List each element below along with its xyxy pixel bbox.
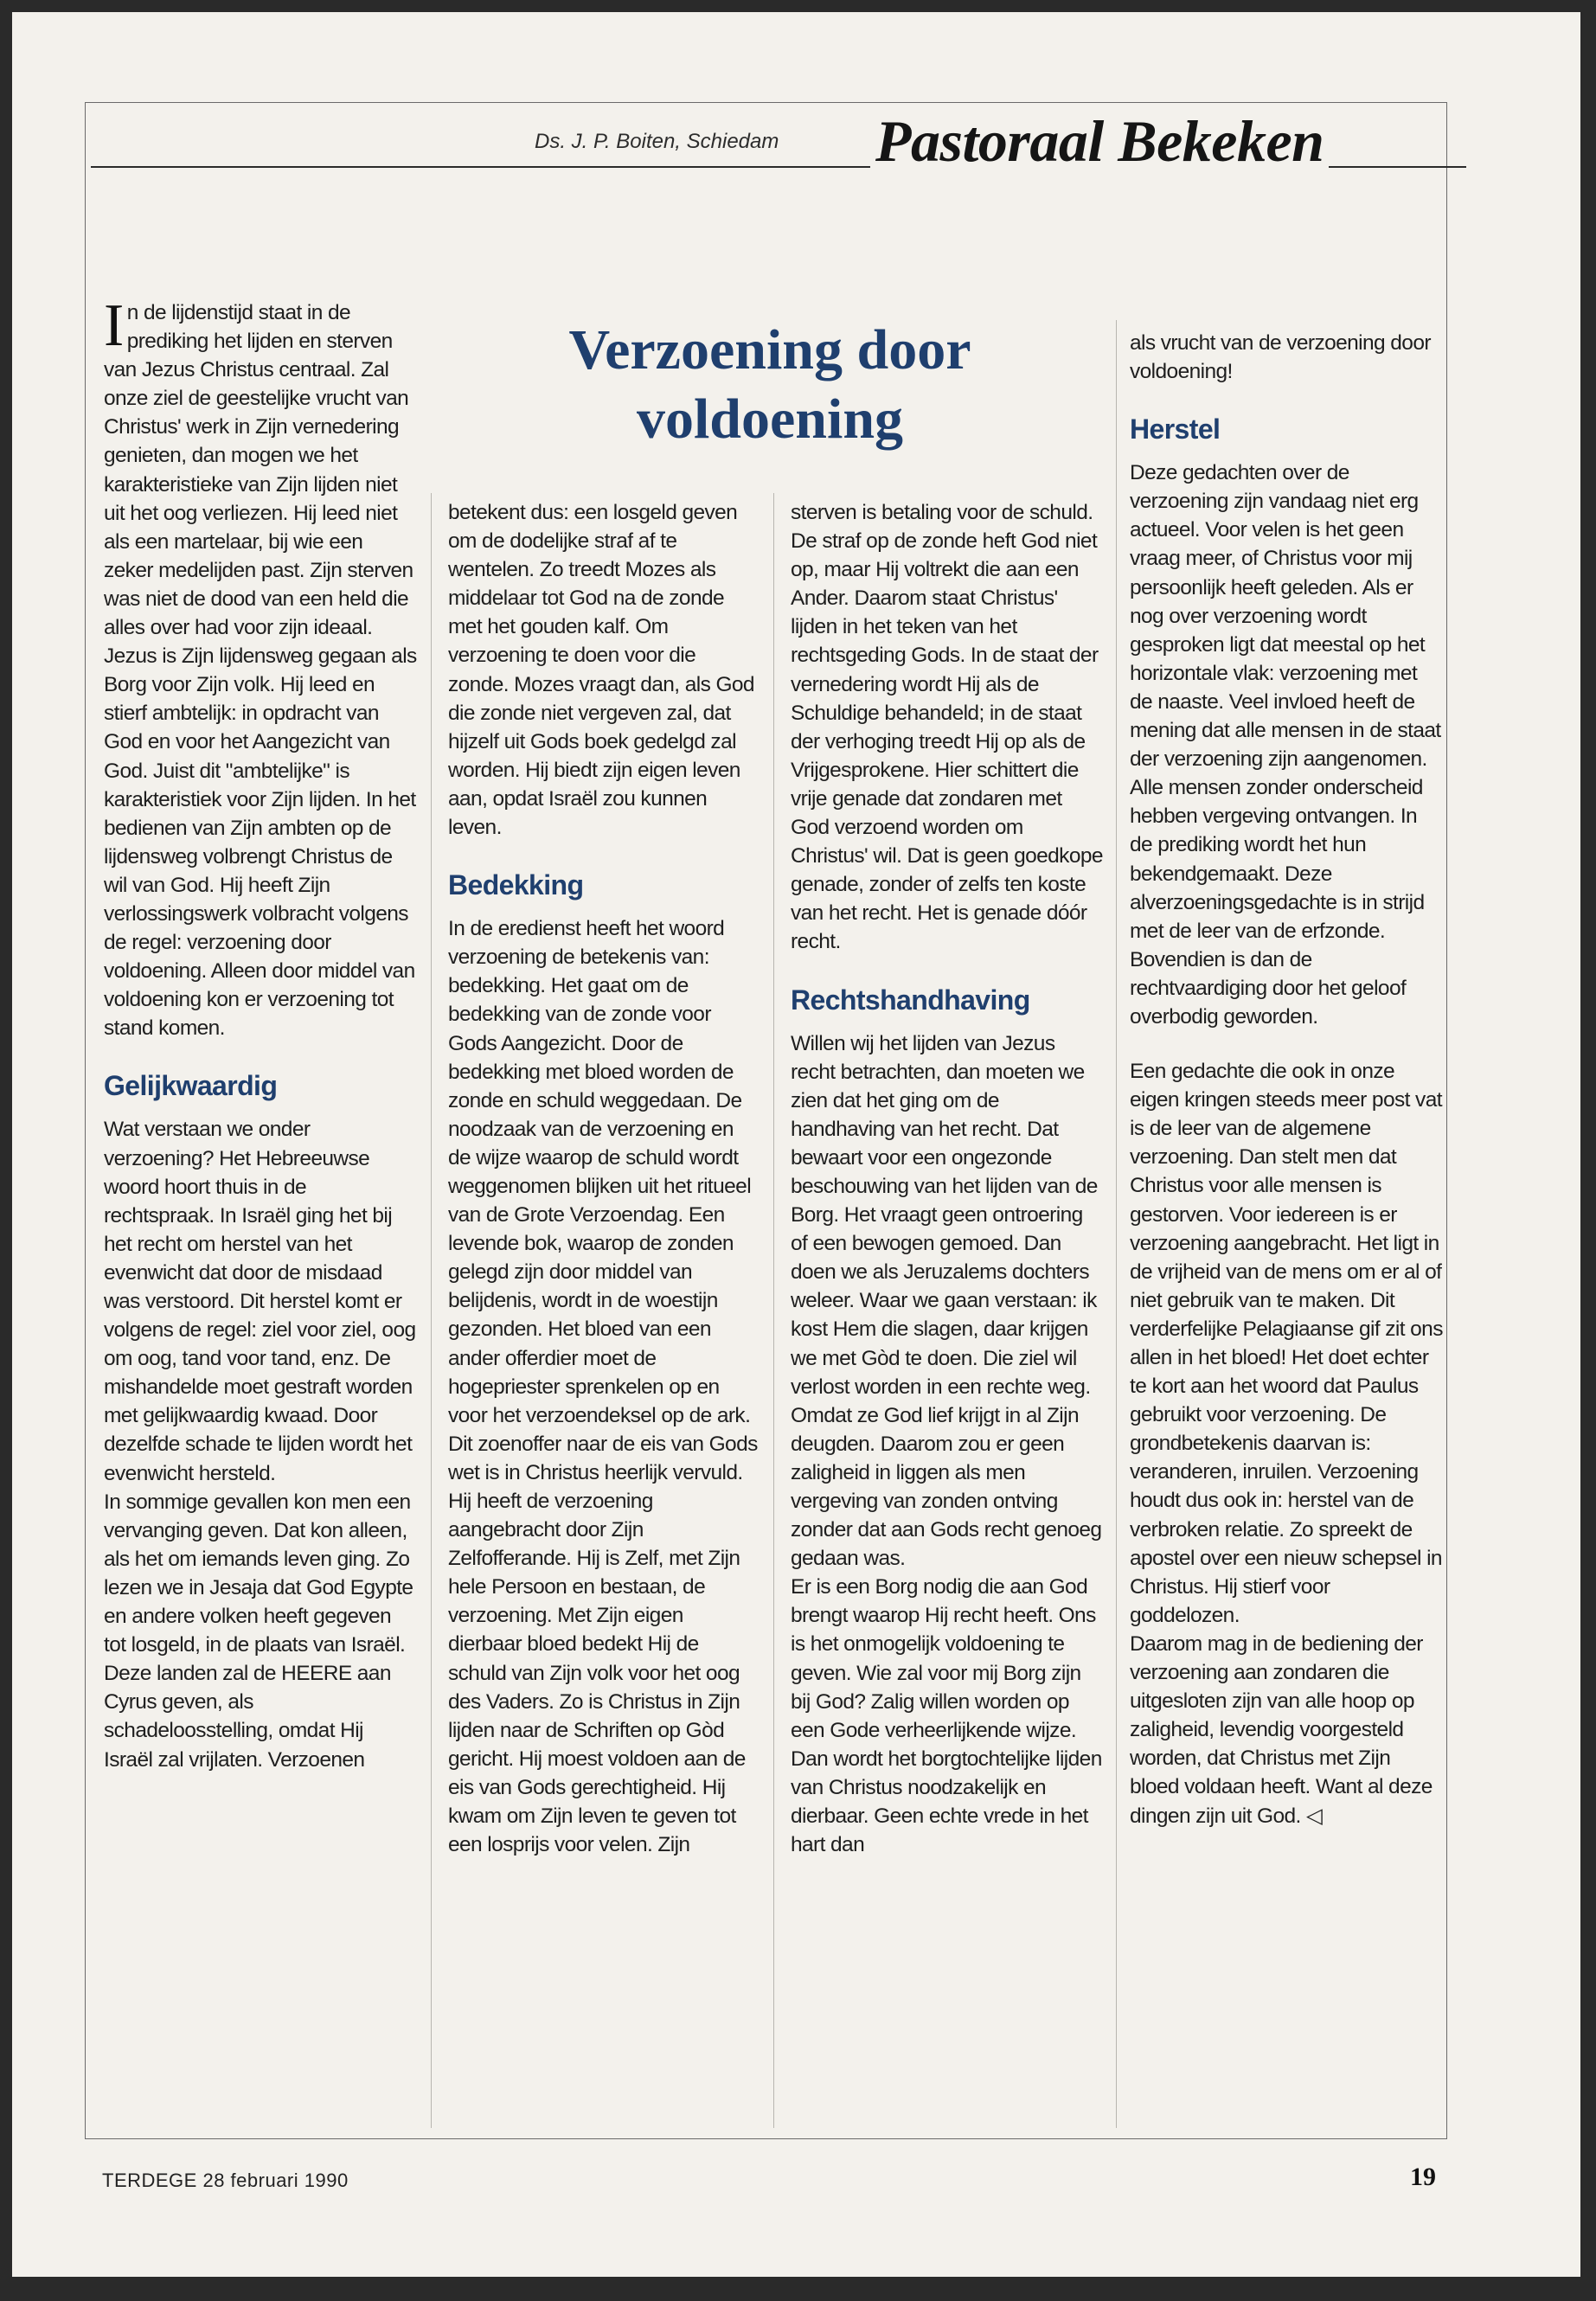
drop-cap: I xyxy=(104,292,124,359)
paragraph: In sommige gevallen kon men een vervanging geven. Dat kon alleen, als het om iemands leven ging. Zo lezen we in Jesaja dat God Egypte en andere volken heeft gegeven tot losgeld, in de plaats van Israël. Deze landen zal de HEERE aan Cyrus geven, als schadeloosstelling, omdat Hij Israël zal vrijlaten. Verzoenen xyxy=(104,1490,413,1772)
column-3 xyxy=(791,498,1104,1859)
subheading-bedekking: Bedekking xyxy=(448,869,584,901)
column-rule xyxy=(431,493,432,2128)
column-rule xyxy=(1116,320,1117,2128)
intro-paragraph: In de lijdenstijd staat in de prediking het lijden en sterven van Jezus Christus centraal. Zal onze ziel de geestelijke vrucht van Christus' werk in Zijn vernedering genieten, dan mogen we het karakteristieke van Zijn lijden niet uit het oog verliezen. Hij leed niet als een martelaar, bij wie een zeker medelijden past. Zijn sterven was niet de dood van een held die alles over had voor zijn ideaal. xyxy=(104,292,413,640)
paragraph: Willen wij het lijden van Jezus recht betrachten, dan moeten we zien dat het ging om de handhaving van het recht. Dat bewaart voor een ongezonde beschouwing van het lijden van de Borg. Het vraagt geen ontroering of een bewogen gemoed. Dan doen we als Jeruzalems dochters weleer. Waar we gaan verstaan: ik kost Hem die slagen, daar krijgen we met Gòd te doen. Die ziel wil verlost worden in een rechte weg. Omdat ze God lief krijgt in al Zijn deugden. Daarom zou er geen zaligheid in liggen als men vergeving van zonden ontving zonder dat aan Gods recht genoeg gedaan was. xyxy=(791,1031,1102,1571)
paragraph: Jezus is Zijn lijdensweg gegaan als Borg voor Zijn volk. Hij leed en stierf ambtelijk: in opdracht van God en voor het Aangezicht van God. Juist dit "ambtelijke" is karakteristiek voor Zijn lijden. In het bedienen van Zijn ambten op de lijdensweg volbrengt Christus de wil van God. Hij heeft Zijn verlossingswerk volbracht volgens de regel: verzoening door voldoening. Alleen door middel van voldoening kon er verzoening tot stand komen. xyxy=(104,644,417,1041)
column-2 xyxy=(448,498,761,1859)
paragraph: Wat verstaan we onder verzoening? Het Hebreeuwse woord hoort thuis in de rechtspraak. In Israël ging het bij het recht om herstel van het evenwicht dat door de misdaad was verstoord. Dit herstel komt er volgens de regel: ziel voor ziel, oog om oog, tand voor tand, enz. De mishandelde moet gestraft worden met gelijkwaardig kwaad. Door dezelfde schade te lijden wordt het evenwicht hersteld. xyxy=(104,1118,416,1485)
article-title: Verzoening door voldoening xyxy=(568,318,971,451)
page-number: 19 xyxy=(1410,2163,1436,2191)
column-4 xyxy=(1130,329,1443,1830)
subheading-herstel: Herstel xyxy=(1130,413,1221,445)
publication-footer: TERDEGE 28 februari 1990 xyxy=(102,2170,349,2191)
paragraph: In de eredienst heeft het woord verzoening de betekenis van: bedekking. Het gaat om de bedekking van de zonde voor Gods Aangezicht. Door de bedekking met bloed worden de zonde en schuld weggedaan. De noodzaak van de verzoening en de wijze waarop de schuld wordt weggenomen blijken uit het ritueel van de Grote Verzoendag. Een levende bok, waarop de zonden gelegd zijn door middel van belijdenis, wordt in de woestijn gezonden. Het bloed van een ander offerdier moet de hogepriester sprenkelen op en voor het verzoendeksel op de ark. xyxy=(448,917,752,1427)
paragraph: Daarom mag in de bediening der verzoening aan zondaren die uitgesloten zijn van alle hoop op zaligheid, levendig voorgesteld worden, dat Christus met Zijn bloed voldaan heeft. Want al deze dingen zijn uit God. ◁ xyxy=(1130,1631,1433,1828)
subheading-gelijkwaardig: Gelijkwaardig xyxy=(104,1070,278,1102)
paragraph: sterven is betaling voor de schuld. De straf op de zonde heft God niet op, maar Hij voltrekt die aan een Ander. Daarom staat Christus' lijden in het teken van het rechtsgeding Gods. In de staat der vernedering wordt Hij als de Schuldige behandeld; in de staat der verhoging treedt Hij op als de Vrijgesprokene. Hier schittert die vrije genade dat zondaren met God verzoend worden om Christus' wil. Dat is geen goedkope genade, zonder of zelfs ten koste van het recht. Het is genade dóór recht. xyxy=(791,501,1103,954)
paragraph: Dit zoenoffer naar de eis van Gods wet is in Christus heerlijk vervuld. Hij heeft de verzoening aangebracht door Zijn Zelfofferande. Hij is Zelf, met Zijn hele Persoon en bestaan, de verzoening. Met Zijn eigen dierbaar bloed bedekt Hij de schuld van Zijn volk voor het oog des Vaders. Zo is Christus in Zijn lijden naar de Schriften op Gòd gericht. Hij moest voldoen aan de eis van Gods gerechtigheid. Hij kwam om Zijn leven te geven tot een losprijs voor velen. Zijn xyxy=(448,1432,758,1857)
paragraph: als vrucht van de verzoening door voldoening! xyxy=(1130,331,1431,384)
paragraph: Een gedachte die ook in onze eigen kringen steeds meer post vat is de leer van de algemene verzoening. Dan stelt men dat Christus voor alle mensen is gestorven. Voor iedereen is er verzoening aangebracht. Het ligt in de vrijheid van de mens om er al of niet gebruik van te maken. Dit verderfelijke Pelagiaanse gif zit ons allen in het bloed! Het doet echter te kort aan het woord dat Paulus gebruikt voor verzoening. De grondbetekenis daarvan is: veranderen, inruilen. Verzoening houdt dus ook in: herstel van de verbroken relatie. Zo spreekt de apostel over een nieuw schepsel in Christus. Hij stierf voor goddelozen. xyxy=(1130,1060,1443,1627)
author-byline: Ds. J. P. Boiten, Schiedam xyxy=(535,130,779,153)
column-1 xyxy=(104,292,417,1774)
subheading-rechtshandhaving: Rechtshandhaving xyxy=(791,984,1030,1016)
section-title: Pastoraal Bekeken xyxy=(870,107,1329,176)
paragraph: Deze gedachten over de verzoening zijn vandaag niet erg actueel. Voor velen is het geen vraag meer, of Christus voor mij persoonlijk heeft geleden. Als er nog over verzoening wordt gesproken ligt dat meestal op het horizontale vlak: verzoening met de naaste. Veel invloed heeft de mening dat alle mensen in de staat der verzoening zijn aangenomen. Alle mensen zonder onderscheid hebben vergeving ontvangen. In de prediking wordt het hun bekendgemaakt. Deze alverzoeningsgedachte is in strijd met de leer van de erfzonde. Bovendien is dan de rechtvaardiging door het geloof overbodig geworden. xyxy=(1130,461,1441,1029)
paragraph: betekent dus: een losgeld geven om de dodelijke straf af te wentelen. Zo treedt Mozes als middelaar tot God na de zonde met het gouden kalf. Om verzoening te doen voor die zonde. Mozes vraagt dan, als God die zonde niet vergeven zal, dat hijzelf uit Gods boek gedelgd zal worden. Hij biedt zijn eigen leven aan, opdat Israël zou kunnen leven. xyxy=(448,501,754,840)
paragraph: Er is een Borg nodig die aan God brengt waarop Hij recht heeft. Ons is het onmogelijk voldoening te geven. Wie zal voor mij Borg zijn bij God? Zalig willen worden op een Gode verheerlijkende wijze. Dan wordt het borgtochtelijke lijden van Christus noodzakelijk en dierbaar. Geen echte vrede in het hart dan xyxy=(791,1575,1102,1857)
column-rule xyxy=(773,493,774,2128)
